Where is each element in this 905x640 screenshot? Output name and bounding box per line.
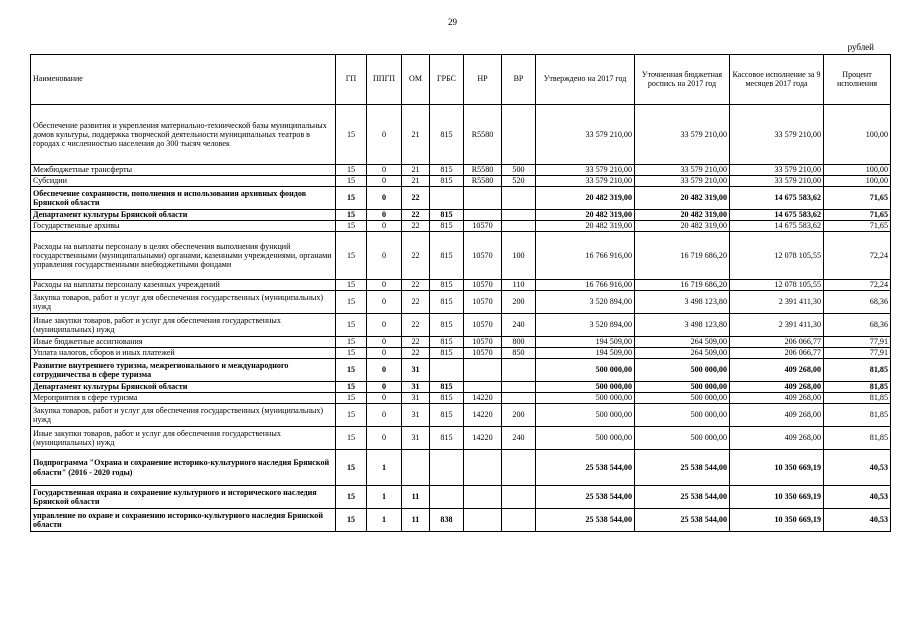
table-row [31, 359, 891, 382]
cell-grbs [430, 359, 464, 382]
cell-om: 31 [402, 382, 430, 393]
cell-om: 22 [402, 280, 430, 291]
cell-om: 22 [402, 232, 430, 280]
cell-approved: 500 000,00 [536, 359, 635, 382]
header-np: НР [464, 55, 502, 105]
cell-approved: 194 509,00 [536, 337, 635, 348]
cell-name: Иные закупки товаров, работ и услуг для обеспечения государственных (муниципальных) нужд [31, 314, 336, 337]
cell-vr: 520 [502, 176, 536, 187]
table-row [31, 176, 891, 187]
cell-approved: 16 766 916,00 [536, 280, 635, 291]
cell-refined: 500 000,00 [635, 393, 730, 404]
table-row [31, 187, 891, 210]
cell-approved: 194 509,00 [536, 348, 635, 359]
cell-vr [502, 359, 536, 382]
cell-name: Расходы на выплаты персоналу в целях обеспечения выполнения функций государственными (муниципальными) органами, казенными учреждениями, органами управления государственными внебюджетными фондами [31, 232, 336, 280]
cell-vr [502, 382, 536, 393]
cell-approved: 20 482 319,00 [536, 210, 635, 221]
table-body [31, 105, 891, 532]
cell-vr: 240 [502, 427, 536, 450]
cell-approved: 16 766 916,00 [536, 232, 635, 280]
cell-cash: 409 268,00 [730, 382, 824, 393]
cell-grbs: 815 [430, 337, 464, 348]
header-percent: Процент исполнения [824, 55, 891, 105]
cell-grbs: 815 [430, 427, 464, 450]
cell-np: 10570 [464, 337, 502, 348]
cell-grbs [430, 486, 464, 509]
table-row [31, 280, 891, 291]
cell-name: Развитие внутреннего туризма, межрегионального и международного сотрудничества в сфере туризма [31, 359, 336, 382]
cell-percent: 81,85 [824, 404, 891, 427]
cell-cash: 12 078 105,55 [730, 232, 824, 280]
header-grbs: ГРБС [430, 55, 464, 105]
cell-percent: 81,85 [824, 382, 891, 393]
cell-approved: 25 538 544,00 [536, 450, 635, 486]
cell-np [464, 382, 502, 393]
cell-cash: 206 066,77 [730, 337, 824, 348]
cell-percent: 68,36 [824, 314, 891, 337]
cell-gp: 15 [336, 291, 367, 314]
cell-vr [502, 210, 536, 221]
cell-percent: 81,85 [824, 393, 891, 404]
table-row [31, 337, 891, 348]
cell-gp: 15 [336, 105, 367, 165]
cell-cash: 2 391 411,30 [730, 314, 824, 337]
cell-name: Департамент культуры Брянской области [31, 210, 336, 221]
cell-pgp: 0 [367, 291, 402, 314]
cell-vr [502, 486, 536, 509]
cell-name: Государственные архивы [31, 221, 336, 232]
cell-percent: 77,91 [824, 337, 891, 348]
cell-refined: 264 509,00 [635, 337, 730, 348]
page-number: 29 [448, 17, 457, 27]
cell-percent: 77,91 [824, 348, 891, 359]
cell-name: Государственная охрана и сохранение культурного и исторического наследия Брянской области [31, 486, 336, 509]
cell-gp: 15 [336, 486, 367, 509]
cell-cash: 14 675 583,62 [730, 187, 824, 210]
cell-pgp: 0 [367, 359, 402, 382]
table-row [31, 450, 891, 486]
cell-pgp: 0 [367, 232, 402, 280]
table-row [31, 210, 891, 221]
cell-refined: 3 498 123,80 [635, 314, 730, 337]
cell-gp: 15 [336, 232, 367, 280]
table-row [31, 404, 891, 427]
cell-refined: 25 538 544,00 [635, 450, 730, 486]
cell-pgp: 0 [367, 165, 402, 176]
cell-grbs: 815 [430, 221, 464, 232]
cell-grbs: 815 [430, 382, 464, 393]
cell-refined: 3 498 123,80 [635, 291, 730, 314]
cell-percent: 81,85 [824, 427, 891, 450]
cell-percent: 40,53 [824, 486, 891, 509]
header-om: ОМ [402, 55, 430, 105]
header-approved: Утверждено на 2017 год [536, 55, 635, 105]
cell-om: 21 [402, 176, 430, 187]
cell-cash: 10 350 669,19 [730, 509, 824, 532]
cell-percent: 71,65 [824, 187, 891, 210]
cell-vr [502, 450, 536, 486]
cell-cash: 33 579 210,00 [730, 176, 824, 187]
header-refined: Уточненная бюджетная роспись на 2017 год [635, 55, 730, 105]
cell-np: 10570 [464, 314, 502, 337]
cell-name: Обеспечение сохранности, пополнения и использования архивных фондов Брянской области [31, 187, 336, 210]
cell-percent: 71,65 [824, 221, 891, 232]
cell-vr: 500 [502, 165, 536, 176]
cell-np: 14220 [464, 393, 502, 404]
cell-grbs: 815 [430, 393, 464, 404]
cell-gp: 15 [336, 280, 367, 291]
cell-cash: 409 268,00 [730, 427, 824, 450]
cell-om: 22 [402, 210, 430, 221]
cell-np: 10570 [464, 280, 502, 291]
cell-cash: 2 391 411,30 [730, 291, 824, 314]
cell-gp: 15 [336, 314, 367, 337]
cell-vr: 100 [502, 232, 536, 280]
cell-gp: 15 [336, 221, 367, 232]
cell-om: 22 [402, 337, 430, 348]
cell-pgp: 0 [367, 210, 402, 221]
table-row [31, 348, 891, 359]
cell-name: Обеспечение развития и укрепления материально-технической базы муниципальных домов культуры, поддержка творческой деятельности муниципальных театров в городах с численностью населения до 300 тысяч человек [31, 105, 336, 165]
cell-approved: 25 538 544,00 [536, 509, 635, 532]
cell-gp: 15 [336, 187, 367, 210]
cell-pgp: 0 [367, 280, 402, 291]
cell-name: Подпрограмма "Охрана и сохранение историко-культурного наследия Брянской области" (2016 - 2020 годы) [31, 450, 336, 486]
cell-pgp: 0 [367, 348, 402, 359]
cell-gp: 15 [336, 359, 367, 382]
cell-name: Иные бюджетные ассигнования [31, 337, 336, 348]
cell-vr [502, 509, 536, 532]
cell-grbs: 815 [430, 210, 464, 221]
cell-cash: 12 078 105,55 [730, 280, 824, 291]
cell-gp: 15 [336, 337, 367, 348]
cell-name: Закупка товаров, работ и услуг для обеспечения государственных (муниципальных) нужд [31, 291, 336, 314]
cell-om: 22 [402, 187, 430, 210]
header-gp: ГП [336, 55, 367, 105]
cell-name: Мероприятия в сфере туризма [31, 393, 336, 404]
cell-gp: 15 [336, 348, 367, 359]
cell-cash: 14 675 583,62 [730, 210, 824, 221]
cell-percent: 100,00 [824, 105, 891, 165]
cell-name: Расходы на выплаты персоналу казенных учреждений [31, 280, 336, 291]
cell-gp: 15 [336, 382, 367, 393]
cell-cash: 409 268,00 [730, 393, 824, 404]
cell-refined: 25 538 544,00 [635, 509, 730, 532]
header-pgp: ППГП [367, 55, 402, 105]
cell-cash: 33 579 210,00 [730, 105, 824, 165]
cell-refined: 20 482 319,00 [635, 210, 730, 221]
cell-om: 22 [402, 314, 430, 337]
cell-om: 22 [402, 291, 430, 314]
cell-np [464, 486, 502, 509]
cell-name: Иные закупки товаров, работ и услуг для обеспечения государственных (муниципальных) нужд [31, 427, 336, 450]
header-name: Наименование [31, 55, 336, 105]
cell-percent: 72,24 [824, 280, 891, 291]
cell-gp: 15 [336, 427, 367, 450]
cell-percent: 40,53 [824, 450, 891, 486]
cell-approved: 20 482 319,00 [536, 187, 635, 210]
cell-refined: 20 482 319,00 [635, 187, 730, 210]
cell-om: 31 [402, 404, 430, 427]
cell-np [464, 210, 502, 221]
cell-pgp: 0 [367, 221, 402, 232]
cell-pgp: 0 [367, 176, 402, 187]
cell-grbs [430, 450, 464, 486]
cell-np: 14220 [464, 404, 502, 427]
cell-vr: 800 [502, 337, 536, 348]
cell-vr [502, 105, 536, 165]
cell-vr [502, 221, 536, 232]
cell-pgp: 1 [367, 450, 402, 486]
cell-np [464, 187, 502, 210]
cell-refined: 500 000,00 [635, 359, 730, 382]
cell-refined: 33 579 210,00 [635, 176, 730, 187]
cell-np: R5580 [464, 176, 502, 187]
cell-cash: 10 350 669,19 [730, 486, 824, 509]
cell-cash: 33 579 210,00 [730, 165, 824, 176]
cell-approved: 500 000,00 [536, 393, 635, 404]
cell-refined: 500 000,00 [635, 427, 730, 450]
cell-vr [502, 393, 536, 404]
cell-grbs: 815 [430, 165, 464, 176]
cell-grbs [430, 187, 464, 210]
cell-gp: 15 [336, 176, 367, 187]
header-vr: ВР [502, 55, 536, 105]
cell-om: 11 [402, 509, 430, 532]
cell-name: Субсидии [31, 176, 336, 187]
cell-grbs: 815 [430, 348, 464, 359]
cell-refined: 20 482 319,00 [635, 221, 730, 232]
cell-gp: 15 [336, 165, 367, 176]
table-row [31, 165, 891, 176]
cell-gp: 15 [336, 393, 367, 404]
cell-grbs: 815 [430, 291, 464, 314]
cell-pgp: 0 [367, 382, 402, 393]
cell-pgp: 0 [367, 393, 402, 404]
cell-np [464, 450, 502, 486]
cell-np: 10570 [464, 232, 502, 280]
cell-name: Уплата налогов, сборов и иных платежей [31, 348, 336, 359]
header-cash: Кассовое исполнение за 9 месяцев 2017 года [730, 55, 824, 105]
cell-om: 31 [402, 393, 430, 404]
cell-percent: 68,36 [824, 291, 891, 314]
cell-percent: 40,53 [824, 509, 891, 532]
cell-approved: 20 482 319,00 [536, 221, 635, 232]
cell-grbs: 838 [430, 509, 464, 532]
cell-np: 14220 [464, 427, 502, 450]
table-row [31, 427, 891, 450]
cell-name: Межбюджетные трансферты [31, 165, 336, 176]
cell-approved: 33 579 210,00 [536, 165, 635, 176]
cell-pgp: 0 [367, 337, 402, 348]
cell-approved: 33 579 210,00 [536, 176, 635, 187]
cell-vr: 200 [502, 404, 536, 427]
cell-gp: 15 [336, 509, 367, 532]
cell-pgp: 0 [367, 404, 402, 427]
cell-om: 31 [402, 359, 430, 382]
budget-table [30, 54, 891, 532]
table-header [31, 55, 891, 105]
cell-refined: 500 000,00 [635, 382, 730, 393]
cell-grbs: 815 [430, 232, 464, 280]
cell-np: 10570 [464, 348, 502, 359]
cell-gp: 15 [336, 210, 367, 221]
cell-pgp: 0 [367, 314, 402, 337]
cell-vr: 200 [502, 291, 536, 314]
cell-cash: 206 066,77 [730, 348, 824, 359]
cell-cash: 409 268,00 [730, 404, 824, 427]
cell-np: 10570 [464, 221, 502, 232]
cell-grbs: 815 [430, 280, 464, 291]
table-row [31, 393, 891, 404]
cell-vr: 110 [502, 280, 536, 291]
cell-name: Закупка товаров, работ и услуг для обеспечения государственных (муниципальных) нужд [31, 404, 336, 427]
cell-cash: 14 675 583,62 [730, 221, 824, 232]
cell-vr: 240 [502, 314, 536, 337]
table-row [31, 382, 891, 393]
cell-name: Департамент культуры Брянской области [31, 382, 336, 393]
cell-percent: 100,00 [824, 165, 891, 176]
cell-name: управление по охране и сохранению историко-культурного наследия Брянской области [31, 509, 336, 532]
cell-approved: 33 579 210,00 [536, 105, 635, 165]
cell-refined: 500 000,00 [635, 404, 730, 427]
table-row [31, 314, 891, 337]
cell-vr [502, 187, 536, 210]
cell-refined: 25 538 544,00 [635, 486, 730, 509]
cell-refined: 33 579 210,00 [635, 165, 730, 176]
units-label: рублей [847, 42, 874, 52]
cell-grbs: 815 [430, 176, 464, 187]
cell-percent: 72,24 [824, 232, 891, 280]
cell-pgp: 0 [367, 187, 402, 210]
cell-vr: 850 [502, 348, 536, 359]
cell-pgp: 1 [367, 486, 402, 509]
cell-om: 11 [402, 486, 430, 509]
cell-grbs: 815 [430, 314, 464, 337]
cell-om: 21 [402, 165, 430, 176]
cell-refined: 16 719 686,20 [635, 232, 730, 280]
cell-gp: 15 [336, 450, 367, 486]
table-row [31, 221, 891, 232]
cell-om: 22 [402, 348, 430, 359]
cell-np [464, 509, 502, 532]
cell-np [464, 359, 502, 382]
cell-percent: 100,00 [824, 176, 891, 187]
cell-grbs: 815 [430, 404, 464, 427]
cell-approved: 3 520 894,00 [536, 291, 635, 314]
cell-pgp: 0 [367, 427, 402, 450]
table-row [31, 291, 891, 314]
table-row [31, 232, 891, 280]
cell-cash: 409 268,00 [730, 359, 824, 382]
cell-approved: 500 000,00 [536, 427, 635, 450]
cell-np: 10570 [464, 291, 502, 314]
table-row [31, 486, 891, 509]
cell-percent: 81,85 [824, 359, 891, 382]
cell-grbs: 815 [430, 105, 464, 165]
cell-cash: 10 350 669,19 [730, 450, 824, 486]
cell-approved: 500 000,00 [536, 382, 635, 393]
cell-approved: 500 000,00 [536, 404, 635, 427]
cell-percent: 71,65 [824, 210, 891, 221]
cell-om: 31 [402, 427, 430, 450]
cell-pgp: 0 [367, 105, 402, 165]
cell-om: 21 [402, 105, 430, 165]
cell-refined: 264 509,00 [635, 348, 730, 359]
cell-om [402, 450, 430, 486]
cell-refined: 16 719 686,20 [635, 280, 730, 291]
table-row [31, 105, 891, 165]
cell-gp: 15 [336, 404, 367, 427]
cell-pgp: 1 [367, 509, 402, 532]
cell-om: 22 [402, 221, 430, 232]
cell-refined: 33 579 210,00 [635, 105, 730, 165]
cell-approved: 25 538 544,00 [536, 486, 635, 509]
table-row [31, 509, 891, 532]
cell-np: R5580 [464, 105, 502, 165]
cell-approved: 3 520 894,00 [536, 314, 635, 337]
cell-np: R5580 [464, 165, 502, 176]
